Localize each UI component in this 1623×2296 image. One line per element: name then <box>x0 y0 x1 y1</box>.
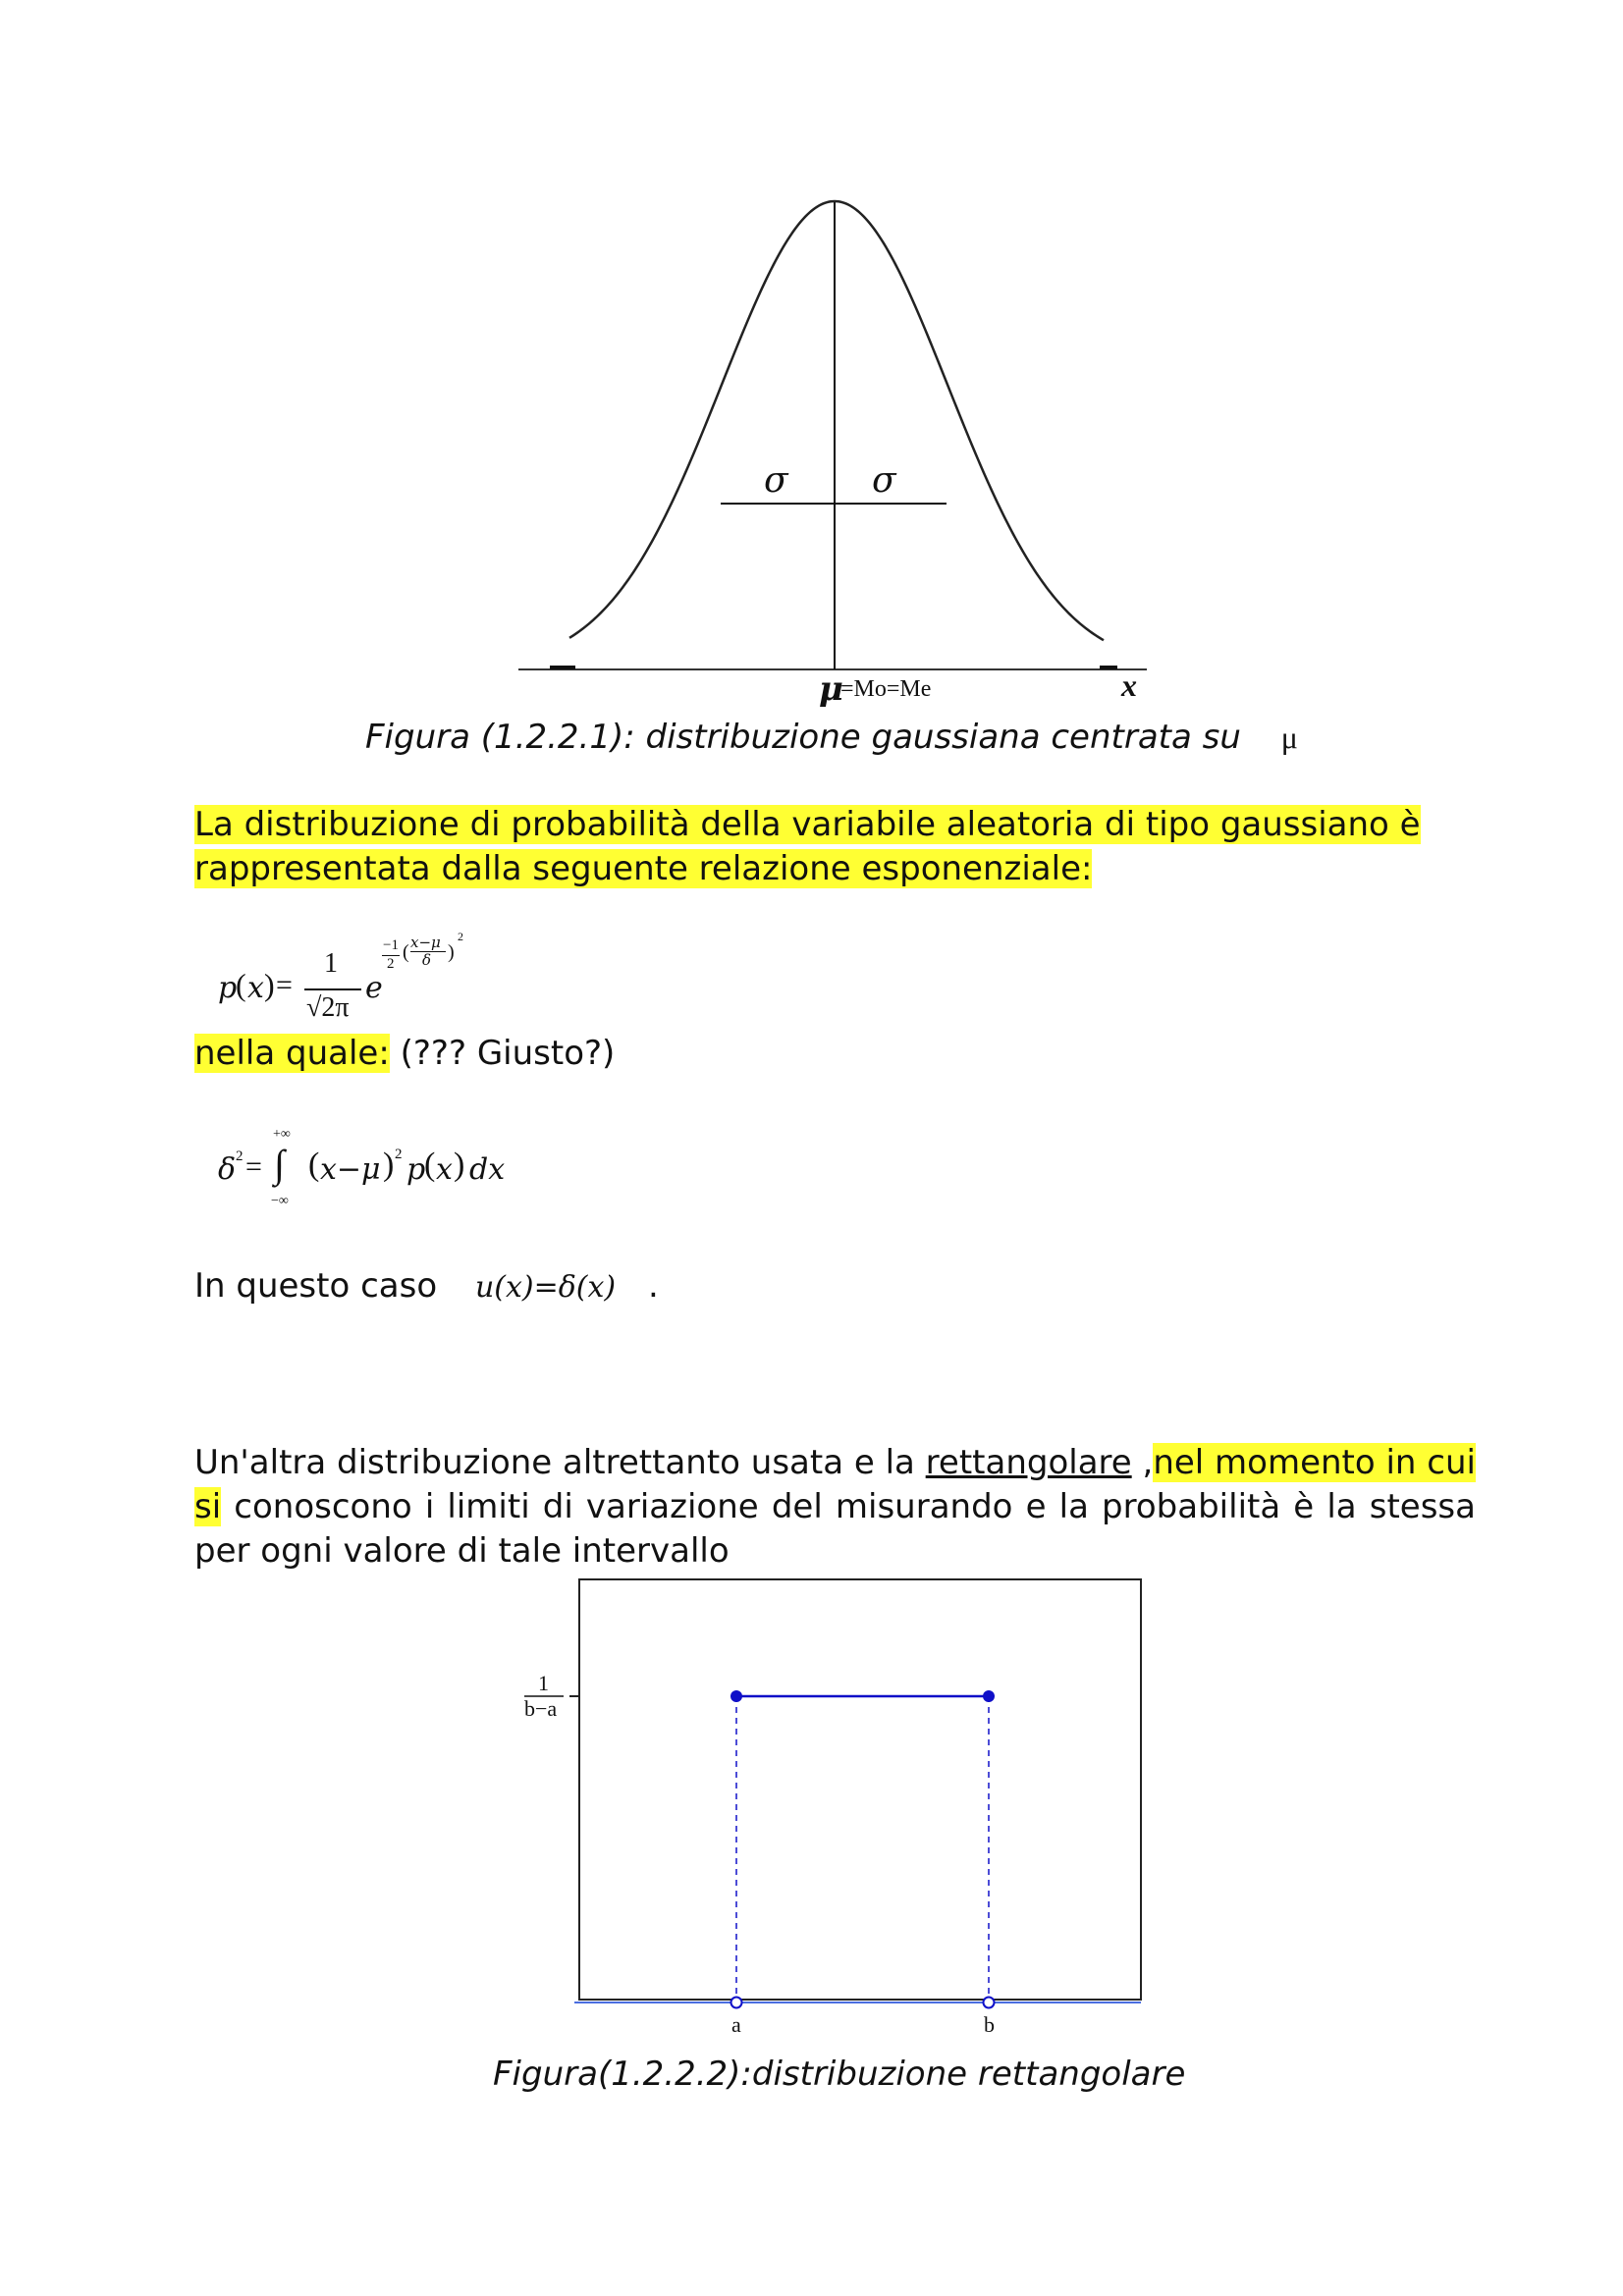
para2-rest: (??? Giusto?) <box>389 1034 616 1073</box>
para3-math: u(x)=δ(x) <box>474 1270 617 1305</box>
para1-line2: rappresentata dalla seguente relazione esponenziale: <box>194 849 1093 888</box>
gaussian-figure <box>511 191 1159 712</box>
f2-paren2-open: ( <box>424 1147 436 1183</box>
f1-power: 2 <box>458 930 463 943</box>
sigma-left-label: σ <box>764 460 788 501</box>
para4-part3: conoscono i limiti di variazione del misurando e la probabilità è la stessa per ogni valore di tale intervallo <box>194 1487 1476 1571</box>
para4-highlight1: nel momento in cui <box>1153 1443 1476 1482</box>
rect-label-a: a <box>731 2012 741 2037</box>
f2-body-b: p <box>406 1152 426 1187</box>
figure1-caption-mu: μ <box>1280 720 1298 755</box>
gaussian-curve <box>569 201 1104 640</box>
f2-dx: dx <box>469 1152 506 1187</box>
rect-point-a-top <box>730 1690 742 1702</box>
f2-body-a: x−μ <box>320 1152 381 1187</box>
f2-paren-close: ) <box>383 1147 395 1183</box>
para-nella-quale <box>194 1032 615 1076</box>
f1-fraction-bar <box>304 988 361 990</box>
f1-exp-den: 2 <box>387 956 395 972</box>
rect-point-b-axis <box>984 1998 995 2008</box>
para1-line1: La distribuzione di probabilità della variabile aleatoria di tipo gaussiano è <box>194 805 1421 844</box>
para4-highlight2: si <box>194 1487 222 1526</box>
sigma-right-label: σ <box>872 460 896 501</box>
rect-y-den: b−a <box>524 1696 558 1721</box>
f2-lhs: δ <box>218 1152 237 1187</box>
para-in-questo-caso <box>194 1264 659 1309</box>
f1-lhs: p <box>218 971 238 1005</box>
rect-point-b-top <box>983 1690 995 1702</box>
x-axis-label: x <box>1121 667 1137 703</box>
figure1-caption-text: Figura (1.2.2.1): distribuzione gaussiana centrata su <box>365 718 1241 757</box>
para-gaussian-intro <box>194 803 1421 891</box>
para4-underlined: rettangolare <box>925 1443 1132 1482</box>
f2-integral: ∫ <box>274 1142 285 1186</box>
f2-body-arg: x <box>436 1152 453 1187</box>
f1-num: 1 <box>324 948 338 979</box>
para3-end: . <box>647 1266 659 1306</box>
f2-eq: = <box>245 1150 262 1183</box>
para4-part1: Un'altra distribuzione altrettanto usata e la <box>194 1443 915 1482</box>
para-rettangolare <box>194 1441 1476 1574</box>
f2-paren-open: ( <box>308 1147 320 1183</box>
figure1-caption <box>365 718 1298 757</box>
variance-formula <box>218 1127 532 1225</box>
f1-paren: ( <box>236 967 246 1002</box>
f1-exp-paren-close: ) <box>448 941 455 963</box>
f1-base: e <box>365 971 383 1005</box>
rect-y-num: 1 <box>538 1671 549 1695</box>
rect-plot-frame <box>579 1579 1141 2000</box>
f2-power: 2 <box>236 1148 243 1164</box>
f1-den: √2π <box>306 992 350 1023</box>
f2-paren2-close: ) <box>454 1147 465 1183</box>
f1-eq: = <box>276 969 293 1001</box>
para3-text: In questo caso <box>194 1266 438 1306</box>
f1-exp-num: −1 <box>383 937 399 953</box>
mu-axis-label: μ <box>819 669 843 709</box>
f1-inner-num: x−μ <box>410 934 441 951</box>
f1-paren-close: ) <box>264 967 275 1002</box>
f1-arg: x <box>247 971 264 1005</box>
f2-sq: 2 <box>395 1147 403 1162</box>
f1-exp-paren: ( <box>403 941 409 963</box>
para2-highlight: nella quale: <box>194 1034 390 1073</box>
rect-label-b: b <box>984 2012 995 2037</box>
para4-part2: , <box>1131 1443 1154 1482</box>
rect-point-a-axis <box>731 1998 742 2008</box>
f2-lower: −∞ <box>271 1194 289 1208</box>
gaussian-formula <box>218 930 513 1036</box>
f2-upper: +∞ <box>273 1127 291 1142</box>
f1-inner-den: δ <box>422 951 432 969</box>
mo-me-label: =Mo=Me <box>840 676 932 702</box>
figure2-caption: Figura(1.2.2.2):distribuzione rettangolare <box>493 2055 1186 2094</box>
rectangular-figure <box>511 1578 1159 2050</box>
